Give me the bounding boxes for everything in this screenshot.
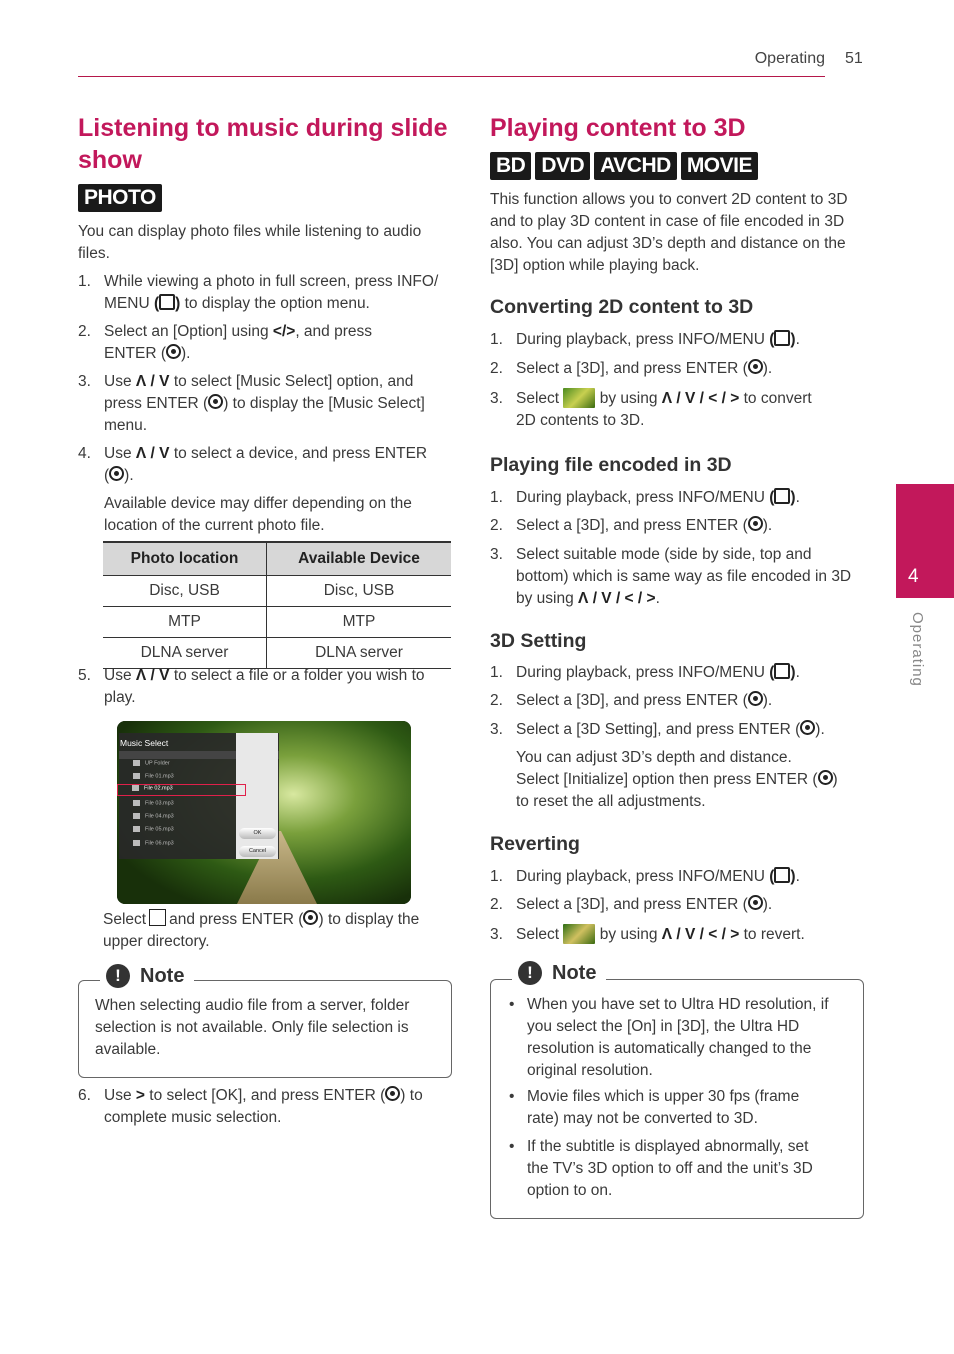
table-row bbox=[103, 607, 451, 638]
badge-bd: BD bbox=[490, 152, 531, 180]
left-step-2 bbox=[78, 321, 452, 365]
direction-arrows-icon: Λ / V / < / > bbox=[661, 390, 740, 407]
up-down-arrows-icon: Λ / V bbox=[135, 373, 170, 390]
chapter-number: 4 bbox=[908, 566, 919, 587]
sec1-step-1: 1. During playback, press INFO/MENU ( ). bbox=[490, 329, 860, 351]
folder-icon bbox=[133, 760, 140, 766]
step-text: MENU bbox=[104, 295, 150, 312]
step-text: to display the option menu. bbox=[184, 295, 370, 312]
step-number: 1. bbox=[490, 489, 503, 506]
badge-dvd: DVD bbox=[535, 152, 590, 180]
photo-badge bbox=[78, 184, 166, 212]
sec2-step-2 bbox=[490, 515, 860, 537]
paren: ). bbox=[762, 692, 773, 709]
step-text: Select a [3D], and press ENTER ( bbox=[516, 517, 748, 534]
paren: ). bbox=[124, 467, 134, 484]
music-file-icon bbox=[133, 813, 140, 819]
step-number: 1. bbox=[490, 664, 503, 681]
direction-arrows-icon: Λ / V / < / > bbox=[661, 926, 740, 943]
step4-note: Available device may differ depending on the location of the current photo file. bbox=[104, 495, 412, 534]
step-number: 2. bbox=[490, 517, 503, 534]
note-text: When selecting audio file from a server, folder selection is not available. Only file selection is available. bbox=[95, 997, 410, 1058]
page-number: 51 bbox=[845, 50, 863, 67]
enter-icon bbox=[748, 691, 763, 706]
period: . bbox=[795, 331, 800, 348]
step-number: 4. bbox=[78, 445, 91, 462]
bullet-dot: • bbox=[509, 996, 515, 1013]
list-item[interactable] bbox=[133, 826, 253, 836]
step-text: ( bbox=[104, 467, 110, 484]
media-badges bbox=[490, 152, 762, 180]
table-row bbox=[103, 576, 451, 607]
step-number: 3. bbox=[490, 721, 503, 738]
step-text: During playback, press INFO/MENU bbox=[516, 868, 765, 885]
paren: ). bbox=[815, 721, 825, 738]
list-item[interactable] bbox=[133, 800, 253, 810]
chapter-label: Operating bbox=[909, 612, 926, 687]
warning-icon: ! bbox=[106, 964, 130, 988]
step-text: Use bbox=[104, 667, 132, 684]
enter-icon bbox=[303, 910, 318, 925]
step-text: Select a [3D], and press ENTER ( bbox=[516, 692, 748, 709]
sec3-step-1: 1. During playback, press INFO/MENU ( ). bbox=[490, 662, 860, 684]
info-menu-icon bbox=[159, 294, 175, 310]
note-bullet-text: Movie files which is upper 30 fps (frame rate) may not be converted to 3D. bbox=[527, 1088, 800, 1127]
step-number: 2. bbox=[490, 360, 503, 377]
cancel-button[interactable]: Cancel bbox=[239, 846, 276, 857]
step-number: 3. bbox=[78, 373, 91, 390]
step-text: ) to bbox=[400, 1087, 423, 1104]
music-file-icon bbox=[133, 800, 140, 806]
info-menu-icon bbox=[774, 867, 790, 883]
sec3-title: 3D Setting bbox=[490, 630, 587, 652]
step-text: Select a [3D], and press ENTER ( bbox=[516, 896, 748, 913]
step-text: During playback, press INFO/MENU bbox=[516, 489, 765, 506]
sec1-title: Converting 2D content to 3D bbox=[490, 296, 754, 318]
enter-icon bbox=[800, 720, 815, 735]
badge-avchd: AVCHD bbox=[594, 152, 677, 180]
paren: ). bbox=[181, 345, 191, 362]
info-menu-icon bbox=[774, 488, 790, 504]
enter-icon bbox=[748, 895, 763, 910]
step-text: 2D contents to 3D. bbox=[516, 412, 645, 429]
right-arrow-icon: > bbox=[135, 1087, 145, 1104]
step-text: Select bbox=[516, 926, 560, 943]
step-text: Select suitable mode (side by side, top and bottom) which is same way as file encoded in 3D by using bbox=[516, 546, 852, 607]
step-text: to select a device, and press ENTER bbox=[173, 445, 428, 462]
list-item[interactable] bbox=[133, 813, 253, 823]
badge-movie: MOVIE bbox=[681, 152, 758, 180]
header-section: Operating bbox=[754, 50, 825, 67]
table-cell: DLNA server bbox=[103, 638, 267, 669]
list-item-label: File 05.mp3 bbox=[145, 826, 174, 833]
sec2-step-3 bbox=[490, 544, 860, 610]
music-file-icon bbox=[132, 785, 139, 791]
text: upper directory. bbox=[103, 933, 210, 950]
step-text: Select a [3D], and press ENTER ( bbox=[516, 360, 748, 377]
sec4-title: Reverting bbox=[490, 833, 580, 855]
table-cell: Disc, USB bbox=[267, 576, 452, 607]
right-intro: This function allows you to convert 2D content to 3D and to play 3D content in case of file encoded in 3D also. You can adjust 3D’s depth and distance on the [3D] option while playing back. bbox=[490, 191, 848, 274]
list-item-label: File 03.mp3 bbox=[145, 800, 174, 807]
sec3-extra bbox=[516, 747, 860, 813]
up-folder-icon bbox=[149, 909, 166, 926]
right-note-box bbox=[490, 979, 864, 1219]
table-cell: DLNA server bbox=[267, 638, 452, 669]
sec1-step-3 bbox=[490, 388, 860, 432]
sec4-step-2 bbox=[490, 894, 860, 916]
up-down-arrows-icon: Λ / V bbox=[135, 667, 170, 684]
list-item-label: File 01.mp3 bbox=[145, 773, 174, 780]
step-text: Select an [Option] using bbox=[104, 323, 269, 340]
enter-icon bbox=[208, 394, 223, 409]
left-title: Listening to music during slide show bbox=[78, 114, 448, 174]
step-number: 3. bbox=[490, 390, 503, 407]
step-text: by using bbox=[599, 390, 658, 407]
step-number: 5. bbox=[78, 667, 91, 684]
step-text: Select a [3D Setting], and press ENTER ( bbox=[516, 721, 801, 738]
step-text: Select bbox=[516, 390, 560, 407]
left-step-6 bbox=[78, 1085, 452, 1129]
table-row bbox=[103, 638, 451, 669]
enter-icon bbox=[818, 770, 833, 785]
step-text: by using bbox=[599, 926, 658, 943]
bullet-dot: • bbox=[509, 1088, 515, 1105]
text: ) to display the bbox=[318, 911, 420, 928]
step-text: Use bbox=[104, 373, 132, 390]
sec4-step-1: 1. During playback, press INFO/MENU ( ). bbox=[490, 866, 860, 888]
paren: ) bbox=[832, 771, 838, 788]
warning-icon: ! bbox=[518, 961, 542, 985]
enter-icon bbox=[385, 1086, 400, 1101]
period: . bbox=[795, 489, 800, 506]
right-note-head bbox=[512, 960, 606, 986]
left-step-5 bbox=[78, 665, 452, 709]
step-text: While viewing a photo in full screen, press INFO/ bbox=[104, 273, 439, 290]
paren: ). bbox=[762, 360, 773, 377]
text: Select [Initialize] option then press ENTER ( bbox=[516, 771, 818, 788]
left-intro: You can display photo files while listening to audio files. bbox=[78, 223, 422, 262]
note-bullet-text: When you have set to Ultra HD resolution, if you select the [On] in [3D], the Ultra HD resolution is automatically changed to the original resolution. bbox=[527, 996, 829, 1079]
table-header-row bbox=[103, 542, 451, 576]
list-item[interactable] bbox=[133, 773, 253, 783]
step-number: 3. bbox=[490, 926, 503, 943]
step-text: ) to display the [Music Select] bbox=[223, 395, 425, 412]
step-number: 1. bbox=[78, 273, 91, 290]
badge-photo: PHOTO bbox=[78, 184, 162, 212]
step-number: 3. bbox=[490, 546, 503, 563]
step-text: to select a file or a folder you wish to bbox=[173, 667, 425, 684]
convert-2d-3d-icon bbox=[563, 388, 595, 408]
table-cell: MTP bbox=[103, 607, 267, 638]
info-menu-icon bbox=[774, 330, 790, 346]
note-label: Note bbox=[140, 965, 185, 987]
step-text: ENTER ( bbox=[104, 345, 166, 362]
sec3-step-2 bbox=[490, 690, 860, 712]
step-text: During playback, press INFO/MENU bbox=[516, 664, 765, 681]
music-select-screenshot bbox=[117, 721, 411, 904]
step-text: complete music selection. bbox=[104, 1109, 282, 1126]
note-label: Note bbox=[552, 962, 597, 984]
music-file-icon bbox=[133, 840, 140, 846]
left-note-head bbox=[100, 963, 194, 989]
step-text: Use bbox=[104, 445, 132, 462]
step-number: 2. bbox=[490, 896, 503, 913]
step-text: menu. bbox=[104, 417, 148, 434]
music-file-icon bbox=[133, 826, 140, 832]
step-text: to convert bbox=[743, 390, 812, 407]
step-text: play. bbox=[104, 689, 136, 706]
list-item-selected[interactable] bbox=[117, 784, 246, 796]
text: You can adjust 3D’s depth and distance. bbox=[516, 749, 792, 766]
table-cell: MTP bbox=[267, 607, 452, 638]
left-step-3 bbox=[78, 371, 452, 437]
step-number: 1. bbox=[490, 868, 503, 885]
table-header: Available Device bbox=[267, 542, 452, 576]
period: . bbox=[655, 590, 660, 607]
panel-title: Music Select bbox=[120, 738, 169, 748]
after-shot-text bbox=[103, 909, 453, 953]
text: and press ENTER ( bbox=[169, 911, 304, 928]
list-item[interactable] bbox=[133, 760, 253, 770]
text: to reset the all adjustments. bbox=[516, 793, 706, 810]
step-number: 2. bbox=[78, 323, 91, 340]
period: . bbox=[795, 868, 800, 885]
left-right-arrows-icon: </> bbox=[272, 323, 296, 340]
sec2-step-1: 1. During playback, press INFO/MENU ( ). bbox=[490, 487, 860, 509]
left-step-1: 1. While viewing a photo in full screen, press INFO/ MENU ( ) to display the option menu. bbox=[78, 273, 439, 312]
info-menu-icon bbox=[774, 663, 790, 679]
device-table bbox=[103, 541, 451, 669]
table-header: Photo location bbox=[103, 542, 267, 576]
list-item-label: File 06.mp3 bbox=[145, 840, 174, 847]
list-item-label: File 04.mp3 bbox=[145, 813, 174, 820]
enter-icon bbox=[109, 466, 124, 481]
step-number: 2. bbox=[490, 692, 503, 709]
step-text: to revert. bbox=[743, 926, 805, 943]
note-bullet-text: If the subtitle is displayed abnormally, set the TV’s 3D option to off and the unit’s 3D option to on. bbox=[527, 1138, 813, 1199]
enter-icon bbox=[166, 344, 181, 359]
revert-3d-icon bbox=[563, 924, 595, 944]
step-number: 6. bbox=[78, 1087, 91, 1104]
table-cell: Disc, USB bbox=[103, 576, 267, 607]
sec3-step-3 bbox=[490, 719, 860, 741]
sec4-step-3 bbox=[490, 924, 860, 946]
up-down-arrows-icon: Λ / V bbox=[135, 445, 170, 462]
page-header bbox=[78, 46, 825, 77]
step-text: to select [OK], and press ENTER ( bbox=[149, 1087, 386, 1104]
list-item-label: UP Folder bbox=[145, 760, 170, 767]
paren: ). bbox=[762, 517, 773, 534]
sec1-step-2 bbox=[490, 358, 860, 380]
enter-icon bbox=[748, 359, 763, 374]
step-number: 1. bbox=[490, 331, 503, 348]
text: Select bbox=[103, 911, 147, 928]
ok-button[interactable]: OK bbox=[239, 828, 276, 839]
list-item-label: File 02.mp3 bbox=[144, 785, 173, 792]
step-text: During playback, press INFO/MENU bbox=[516, 331, 765, 348]
bullet-dot: • bbox=[509, 1138, 515, 1155]
left-note-box bbox=[78, 980, 452, 1078]
sec2-title: Playing file encoded in 3D bbox=[490, 454, 732, 476]
music-file-icon bbox=[133, 773, 140, 779]
enter-icon bbox=[748, 516, 763, 531]
chapter-tab bbox=[896, 484, 954, 598]
period: . bbox=[795, 664, 800, 681]
right-title: Playing content to 3D bbox=[490, 114, 746, 142]
step-text: , and press bbox=[295, 323, 372, 340]
list-item[interactable] bbox=[133, 840, 253, 850]
direction-arrows-icon: Λ / V / < / > bbox=[578, 590, 656, 607]
paren: ). bbox=[762, 896, 773, 913]
step-text: press ENTER ( bbox=[104, 395, 209, 412]
step-text: to select [Music Select] option, and bbox=[173, 373, 414, 390]
step-text: Use bbox=[104, 1087, 132, 1104]
